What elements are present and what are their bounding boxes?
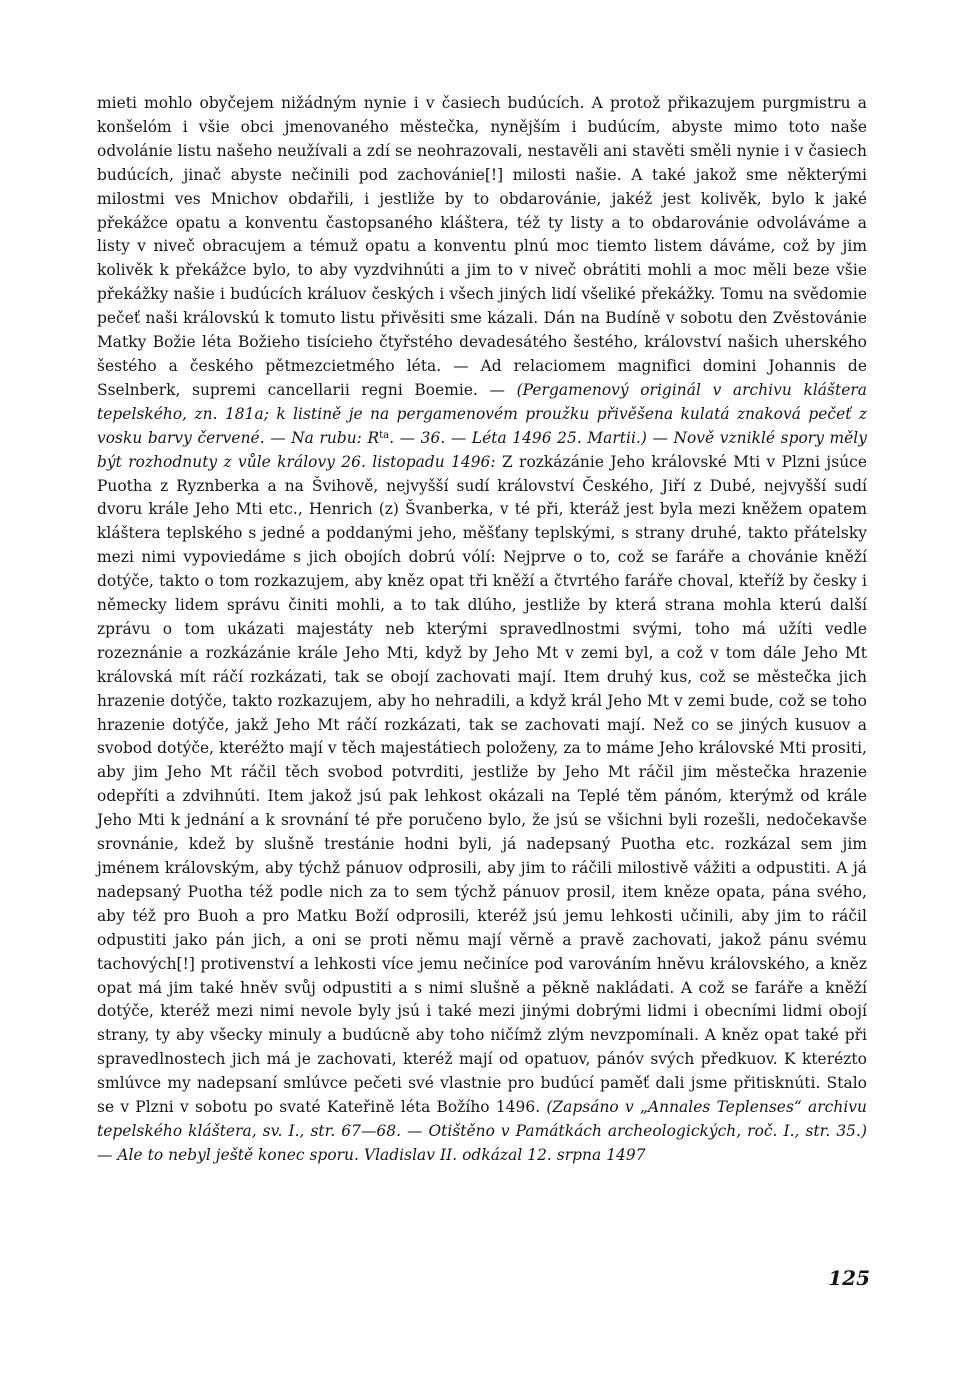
section-heading: Nově vzniklé spory měly být rozhodnuty z vůle královy 26. listopadu 1496: [97, 428, 868, 471]
charter-text-2: Z rozkázánie Jeho královské Mti v Plzni jsúce Puotha z Ryznberka a na Švihově, nejvyšší sudí království Českého, Jiří z Dubé, nejvyšší sudí dvoru krále Jeho Mti etc., Henrich (z) Švanberka, v té při, kteráž jest byla mezi kněžem opatem kláštera teplského s jedné a poddanými jeho, měšťany teplskými, s strany druhé, takto přátelsky mezi nimi vypoviedáme s jich obojích dobrú vólí: Nejprve o to, což se faráře a chovánie kněží dotýče, takto o tom rozkazujem, aby kněz opat tři kněží a čtvrtého faráře choval, kteříž by česky i německy lidem správu činiti mohli, a to tak dlúho, jestliže by která strana mohla kterú další zprávu o tom ukázati majestáty neb kterými spravedlnostmi svými, toho má užíti vedle rozeznánie a rozkázánie krále Jeho Mti, když by Jeho Mt v zemi byl, a což v tom dále Jeho Mt královská mít ráčí rozkázati, tak se obojí zachovati mají. Item druhý kus, což se městečka jich hrazenie dotýče, takto rozkazujem, aby ho nehradili, a když král Jeho Mt v zemi bude, což se toho hrazenie dotýče, jakž Jeho Mt ráčí rozkázati, tak se zachovati mají. Než co se jiných kusuov a svobod dotýče, kteréžto mají v těch majestátiech položeny, za to máme Jeho královské Mti prositi, aby jim Jeho Mt ráčil těch svobod potvrditi, jestliže by Jeho Mt ráčil jim městečka hrazenie odepříti a zdvihnúti. Item jakož jsú pak lehkost okázali na Teplé těm pánóm, kterýmž od krále Jeho Mti k jednání a k srovnání té pře poručeno bylo, že jsú se všichni byli rozešli, nedočekavše srovnánie, kdež by slušně trestánie hodni byli, já nadepsaný Puotha etc. rozkázal sem jim jménem královským, aby týchž pánuov odprosili, aby jim to ráčili milostivě vážiti a odpustiti. A já nadepsaný Puotha též podle nich za to sem týchž pánuov prosil, item kněze opata, pána svého, aby též pro Buoh a pro Matku Boží odprosili, kteréž jsú jemu lehkosti učinili, aby jim to ráčil odpustiti jako pán jich, a oni se proti němu mají věrně a pravě zachovati, jakož pánu svému tachových[!] protivenství a lehkosti více jemu nečiníce pod varováním hněvu královského, a kněz opat má jim také hněv svůj odpustiti a s nimi slušně a pěkně nakládati. A což se faráře a kněží dotýče, kteréž mezi nimi nevole byly jsú i také mezi jinými dobrými lidmi i obecními lidmi obojí strany, ty aby všecky minuly a budúcně aby toho ničímž zlým nevzpomínali. A kněz opat také při spravedlnostech jich má je zachovati, kteréž mají od opatuov, pánóv svých předkuov. K kterézto smlúvce my nadepsaní smlúvce pečeti své vlastnie pro budúcí paměť dali jsme přitisknúti. Stalo se v Plzni v sobotu po svaté Kateřině léta Božího 1496. [97, 452, 867, 1117]
superscript: ta [379, 429, 390, 441]
page-number: 125 [828, 1266, 870, 1290]
body-paragraph [97, 92, 867, 1168]
editorial-note-end: . — 36. — Léta 1496 25. Martii.) [389, 428, 647, 447]
editorial-note: (Pergamenový originál v archivu kláštera tepelského, zn. 181a; k listině je na pergamenovém proužku přivěšena kulatá znaková pečeť z vosku barvy červené. — Na rubu: R [97, 380, 867, 447]
dash: — [646, 428, 674, 447]
charter-text: mieti mohlo obyčejem nižádným nynie i v časiech budúcích. A protož přikazujem purgmistru a konšelóm i všie obci jmenovaného městečka, nynějším i budúcím, abyste mimo toto naše odvolánie listu našeho neužívali a zdí se neohrazovali, nestavěli ani stavěti směli nynie i v časiech budúcích, jinač abyste nečinili pod zachovánie[!] milosti našie. A také jakož sme některými milostmi ves Mnichov obdařili, i jestliže by to obdarovánie, jakéž jest kolivěk, bylo k jaké překážce opatu a konventu častopsaného kláštera, též ty listy a to obdarovánie odvoláváme a listy v niveč obracujem a témuž opatu a konventu plnú moc tiemto listem dáváme, což by jim kolivěk k překážce bylo, to aby vyzdvihnúti a jim to v niveč obrátiti mohli a moc měli beze všie překážky našie i budúcích králuov českých i všech jiných lidí všeliké překážky. Tomu na svědomie pečeť naši královskú k tomuto listu přivěsiti sme kázali. Dán na Budíně v sobotu den Zvěstovánie Matky Božie léta Božieho tisícieho čtyřstého devadesátého šestého, království našich uherského šestého a českého pětmezcietmého léta. — Ad relaciomem magnifici domini Johannis de Sselnberk, supremi cancellarii regni Boemie. — [97, 94, 867, 399]
closing-note: (Zapsáno v „Annales Teplenses“ archivu tepelského kláštera, sv. I., str. 67—68. — Otištěno v Památkách archeologických, roč. I., str. 35.) — Ale to nebyl ještě konec sporu. Vladislav II. odkázal 12. srpna 1497 [97, 1098, 867, 1164]
document-page [97, 92, 867, 1168]
